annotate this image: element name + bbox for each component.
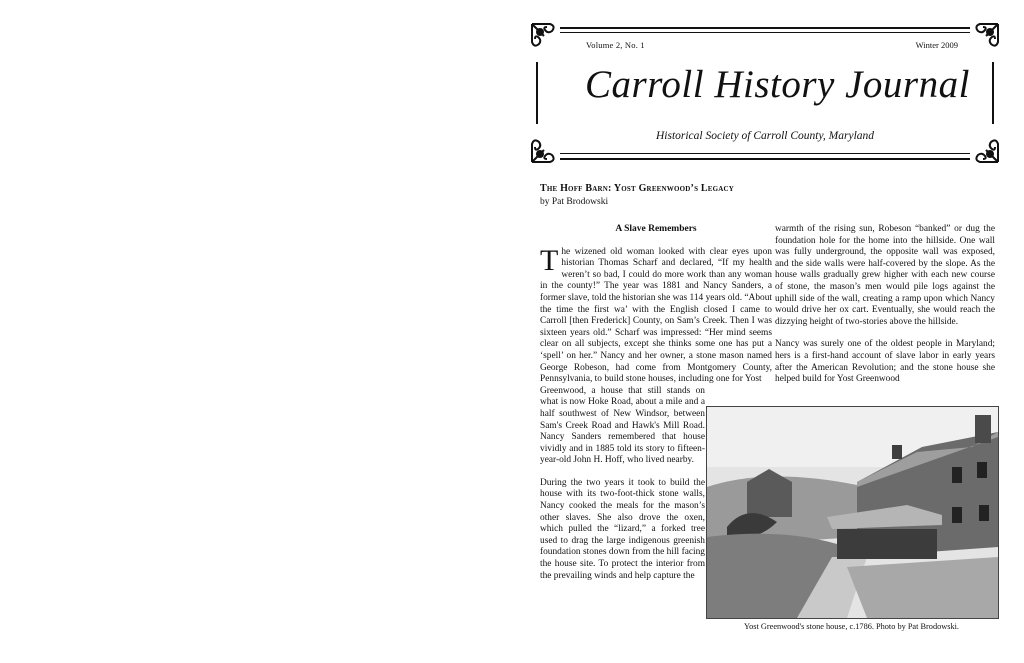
paragraph-text: he wizened old woman looked with clear eyes upon historian Thomas Scharf and declared, “If my health weren’t so bad, I could do more work than any woman in the county!” The year was 1881 and Nancy Sanders, a former slave, told the historian she was 114 years old. “About the time the first wa’ with the English closed I came to Carroll [then Frederick] County, on Sam’s Creek. Then I was sixteen years old.” Scharf was impressed: “Her mind seems clear on all subjects, except she thinks some one has put a ‘spell’ on her.” Nancy and her owner, a stone mason named George Robeson, had come from Montgomery County, Pennsylvania, to build stone houses, including one for Yost [540, 246, 772, 385]
article-paragraph: Greenwood, a house that still stands on what is now Hoke Road, about a mile and a half southwest of New Windsor, between Sam's Creek Road and Hawk's Mill Road. Nancy Sanders remembered that house vividly and in 1885 told its story to fifteen-year-old John H. Hoff, who lived nearby. [540, 385, 705, 466]
masthead-bottom-rule [560, 158, 970, 160]
article-paragraph [540, 243, 772, 386]
drop-cap: T [540, 243, 559, 277]
photo-caption: Yost Greenwood's stone house, c.1786. Photo by Pat Brodowski. [744, 622, 959, 631]
masthead-top-rule-thin [560, 32, 970, 33]
masthead-left-rule [536, 62, 538, 124]
journal-page [527, 0, 1007, 663]
article-paragraph: Nancy was surely one of the oldest people in Maryland; hers is a first-hand account of slave labor in early years after the American Revolution; and the stone house she helped build for Yost Greenwood [775, 339, 995, 385]
section-heading: A Slave Remembers [615, 224, 697, 234]
article-paragraph: warmth of the rising sun, Robeson “banked” or dug the foundation hole for the home into the hillside. One wall was fully underground, the opposite wall was exposed, and the side walls were half-covered by the slope. As the house walls gradually grew higher with each new course of stone, the mason’s men would pile logs against the uphill side of the wall, creating a ramp upon which Nancy would drive her ox cart. Eventually, she would reach the dizzying height of two-stories above the hillside. [775, 224, 995, 327]
masthead-right-rule [992, 62, 994, 124]
article-byline: by Pat Brodowski [540, 197, 609, 207]
ornament-corner-icon [530, 22, 564, 56]
journal-subtitle: Historical Society of Carroll County, Maryland [655, 130, 875, 142]
article-headline: The Hoff Barn: Yost Greenwood’s Legacy [540, 183, 735, 194]
article-column-right [775, 224, 995, 397]
article-paragraph: During the two years it took to build the house with its two-foot-thick stone walls, Nancy cooked the meals for the mason’s other slaves. She also drove the oxen, which pulled the “lizard,” a forked tree used to drag the large indigenous greenish foundation stones down from the hill facing the house site. To protect the interior from the prevailing winds and help capture the [540, 477, 705, 581]
masthead [530, 22, 1000, 164]
stone-house-photo [706, 406, 999, 619]
text-wrap-block [540, 386, 705, 583]
issue-date: Winter 2009 [915, 40, 958, 50]
masthead-top-rule [560, 27, 970, 29]
ornament-corner-icon [966, 22, 1000, 56]
volume-number: Volume 2, No. 1 [586, 40, 645, 50]
masthead-bottom-rule-thin [560, 153, 970, 154]
journal-title: Carroll History Journal [585, 63, 970, 106]
